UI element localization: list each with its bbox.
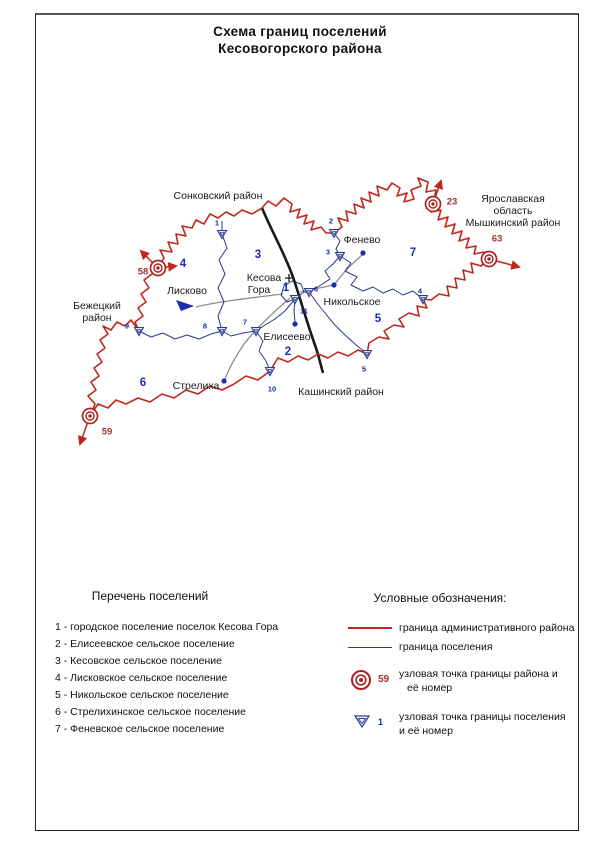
node-number-1: 1 xyxy=(214,218,220,228)
district-node-number-59: 59 xyxy=(101,426,113,438)
legend-settlement-node-icon xyxy=(353,714,371,730)
settlement-list-item: 6 - Стрелихинское сельское поселение xyxy=(55,706,246,718)
liskovo-marker xyxy=(176,300,194,311)
page-title-line2: Кесовогорского района xyxy=(218,41,382,56)
settlement-label-nikolskoye: Никольское xyxy=(323,296,381,308)
legend-settlement-border-line xyxy=(348,647,392,648)
settlement-list-item: 5 - Никольское сельское поселение xyxy=(55,689,229,701)
dot-strelikha xyxy=(221,378,226,383)
district-label-sonkovsky: Сонковский район xyxy=(173,190,263,202)
region-number-5: 5 xyxy=(374,313,382,325)
settlement-node-5 xyxy=(363,351,372,359)
settlement-list-title: Перечень поселений xyxy=(91,589,209,603)
road-kesova-nikolskoye xyxy=(300,255,362,292)
legend-settlement-border-label: граница поселения xyxy=(399,641,493,653)
district-boundary xyxy=(88,178,489,416)
settlement-label-kesova: Кесова xyxy=(246,272,282,284)
settlement-list-item: 7 - Феневское сельское поселение xyxy=(55,723,225,735)
settlement-node-9 xyxy=(135,328,144,336)
legend-district-node-label-line2: её номер xyxy=(407,682,453,694)
district-label-yaroslavskaya: Ярославская xyxy=(481,193,545,205)
district-node-23 xyxy=(426,197,441,212)
page-title-line1: Схема границ поселений xyxy=(213,24,387,39)
legend-district-node-label-line1: узловая точка границы района и xyxy=(399,668,558,680)
settlement-list-item: 1 - городское поселение поселок Кесова Гора xyxy=(55,621,279,633)
dot-nikolskoye xyxy=(331,282,336,287)
district-node-number-58: 58 xyxy=(137,266,149,278)
legend-title: Условные обозначения: xyxy=(373,591,507,605)
district-node-number-63: 63 xyxy=(491,233,503,245)
node-number-11: 11 xyxy=(300,306,308,316)
region-number-7: 7 xyxy=(409,247,417,259)
node-number-2: 2 xyxy=(328,216,334,226)
node-number-4: 4 xyxy=(417,286,423,296)
settlement-list-item: 2 - Елисеевское сельское поселение xyxy=(55,638,235,650)
district-node-58 xyxy=(151,261,166,276)
node-number-9: 9 xyxy=(124,321,130,331)
node-number-10: 10 xyxy=(267,384,277,394)
settlement-node-10 xyxy=(266,368,275,376)
district-label-oblast: область xyxy=(493,205,533,217)
settlement-node-1 xyxy=(218,231,227,239)
legend-district-node-number: 59 xyxy=(378,674,390,685)
region-number-6: 6 xyxy=(139,377,147,389)
settlement-list-item: 3 - Кесовское сельское поселение xyxy=(55,655,222,667)
legend-district-border-label: граница административного района xyxy=(399,622,575,634)
district-boundary-nodes xyxy=(83,197,497,424)
region-number-2: 2 xyxy=(284,346,292,358)
node-number-7: 7 xyxy=(242,317,248,327)
settlement-label-gora: Гора xyxy=(247,284,271,296)
node-number-6: 6 xyxy=(313,284,319,294)
dot-yeliseyevo xyxy=(292,321,297,326)
legend-settlement-node-label-line2: и её номер xyxy=(399,725,453,737)
settlement-label-liskovo: Лисково xyxy=(167,285,207,297)
region-number-3: 3 xyxy=(254,249,262,261)
settlement-list xyxy=(50,589,250,603)
district-label-bezhetsky-rayon: район xyxy=(82,312,112,324)
settlement-label-strelikha: Стрелиха xyxy=(172,380,220,392)
settlement-list-items xyxy=(55,619,278,738)
legend-settlement-node-label-line1: узловая точка границы поселения xyxy=(399,711,566,723)
settlement-label-fenevo: Фенево xyxy=(343,234,381,246)
settlement-dots xyxy=(176,247,366,383)
legend-district-node-icon xyxy=(349,668,373,692)
district-label-bezhetsky: Бежецкий xyxy=(73,300,121,312)
region-number-4: 4 xyxy=(179,258,187,270)
legend-district-border-line xyxy=(348,627,392,629)
legend-settlement-node-number: 1 xyxy=(378,717,384,727)
node-number-5: 5 xyxy=(361,364,367,374)
district-node-59 xyxy=(83,409,98,424)
node-number-8: 8 xyxy=(202,321,208,331)
district-label-myshkinsky: Мышкинский район xyxy=(465,217,561,229)
district-label-kashinsky: Кашинский район xyxy=(298,386,384,398)
district-node-number-23: 23 xyxy=(446,196,458,208)
settlement-list-item: 4 - Лисковское сельское поселение xyxy=(55,672,228,684)
region-number-1: 1 xyxy=(282,282,290,294)
district-node-63 xyxy=(482,252,497,267)
node-number-3: 3 xyxy=(325,247,331,257)
dot-fenevo xyxy=(360,250,365,255)
settlement-label-yeliseyevo: Елисеево xyxy=(263,331,311,343)
